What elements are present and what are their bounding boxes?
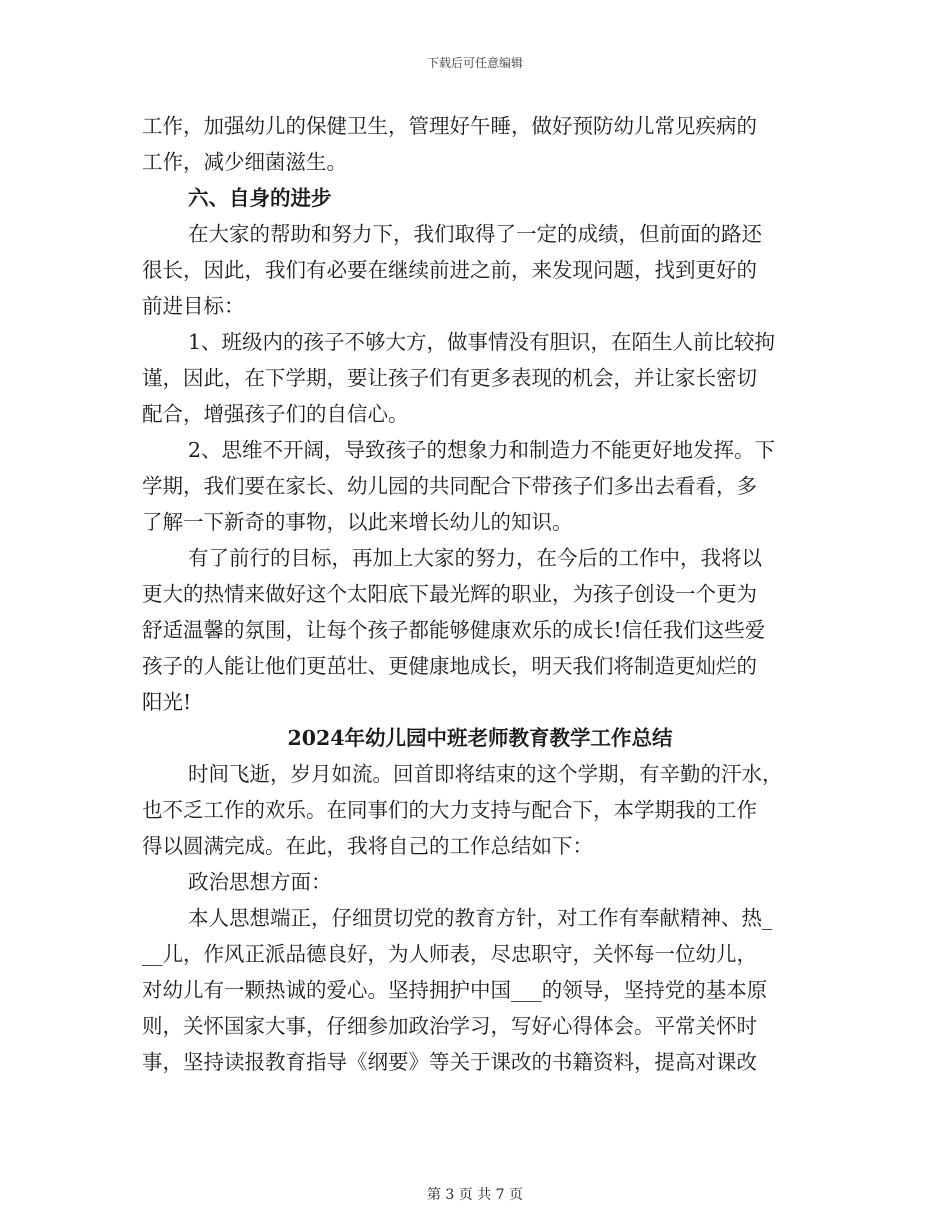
text-line: 学期，我们要在家长、幼儿园的共同配合下带孩子们多出去看看，多 xyxy=(142,474,757,498)
text-line: 1、班级内的孩子不够大方，做事情没有胆识，在陌生人前比较拘 xyxy=(188,330,776,354)
text-line: 工作，减少细菌滋生。 xyxy=(142,150,347,174)
page-header: 下载后可任意编辑 xyxy=(426,56,523,70)
text-line: 谨，因此，在下学期，要让孩子们有更多表现的机会，并让家长密切 xyxy=(142,366,757,390)
document-title: 2024年幼儿园中班老师教育教学工作总结 xyxy=(287,726,673,750)
text-line: 得以圆满完成。在此，我将自己的工作总结如下： xyxy=(142,834,593,858)
text-line: 事，坚持读报教育指导《纲要》等关于课改的书籍资料，提高对课改 xyxy=(142,1050,757,1074)
text-line: 很长，因此，我们有必要在继续前进之前，来发现问题，找到更好的 xyxy=(142,258,757,282)
text-line: 配合，增强孩子们的自信心。 xyxy=(142,402,409,426)
text-line: 工作，加强幼儿的保健卫生，管理好午睡，做好预防幼儿常见疾病的 xyxy=(142,114,757,138)
text-line: 时间飞逝，岁月如流。回首即将结束的这个学期，有辛勤的汗水， xyxy=(188,762,783,786)
text-line: 则，关怀国家大事，仔细参加政治学习，写好心得体会。平常关怀时 xyxy=(142,1014,757,1038)
page-footer: 第 3 页 共 7 页 xyxy=(426,1187,524,1203)
text-line: 阳光! xyxy=(142,690,192,714)
text-line: 更大的热情来做好这个太阳底下最光辉的职业，为孩子创设一个更为 xyxy=(142,582,757,606)
section-heading: 六、自身的进步 xyxy=(188,186,332,210)
text-line: 孩子的人能让他们更茁壮、更健康地成长，明天我们将制造更灿烂的 xyxy=(142,654,757,678)
text-line: 对幼儿有一颗热诚的爱心。坚持拥护中国___的领导，坚持党的基本原 xyxy=(142,978,768,1002)
text-line: 政治思想方面： xyxy=(188,870,332,894)
text-line: 本人思想端正，仔细贯切党的教育方针，对工作有奉献精神、热_ xyxy=(188,906,773,930)
text-line: 有了前行的目标，再加上大家的努力，在今后的工作中，我将以 xyxy=(188,546,762,570)
text-line: 了解一下新奇的事物，以此来增长幼儿的知识。 xyxy=(142,510,573,534)
document-body xyxy=(142,108,818,1080)
text-line: 舒适温馨的氛围，让每个孩子都能够健康欢乐的成长!信任我们这些爱 xyxy=(142,618,766,642)
text-line: __儿，作风正派品德良好，为人师表，尽忠职守，关怀每一位幼儿， xyxy=(142,942,757,966)
text-line: 前进目标： xyxy=(142,294,245,318)
text-line: 2、思维不开阔，导致孩子的想象力和制造力不能更好地发挥。下 xyxy=(188,438,776,462)
text-line: 也不乏工作的欢乐。在同事们的大力支持与配合下，本学期我的工作 xyxy=(142,798,757,822)
text-line: 在大家的帮助和努力下，我们取得了一定的成绩，但前面的路还 xyxy=(188,222,762,246)
